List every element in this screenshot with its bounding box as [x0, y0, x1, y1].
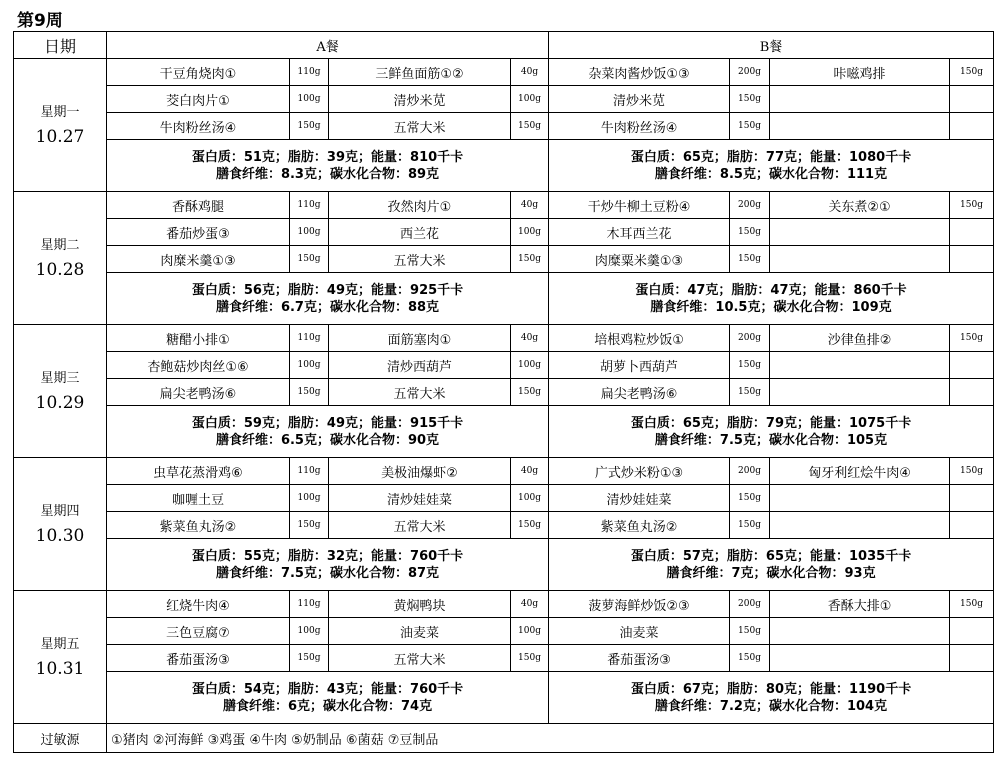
menu-item-row [14, 591, 994, 618]
nutrition-line: 蛋白质：59克；脂肪：49克；能量：915千卡 [191, 415, 464, 431]
meal-a-dish-2-weight: 40g [511, 192, 549, 219]
nutrition-line: 蛋白质：47克；脂肪：47克；能量：860千卡 [635, 282, 907, 298]
day-name: 星期四 [40, 504, 80, 519]
meal-a-dish-2-weight: 40g [511, 458, 549, 485]
meal-a-dish-1: 香酥鸡腿 [107, 192, 290, 219]
menu-item-row [14, 485, 994, 512]
nutrition-line: 蛋白质：54克；脂肪：43克；能量：760千卡 [191, 681, 464, 697]
meal-a-dish-1-weight: 100g [290, 219, 329, 246]
meal-b-dish-2-weight [950, 618, 994, 645]
nutrition-a [107, 539, 549, 591]
meal-b-dish-2-weight [950, 246, 994, 273]
menu-item-row [14, 352, 994, 379]
meal-b-dish-1-weight: 150g [730, 219, 770, 246]
day-name: 星期一 [40, 105, 80, 120]
meal-a-dish-1-weight: 100g [290, 618, 329, 645]
meal-b-dish-1-weight: 150g [730, 113, 770, 140]
meal-b-dish-1: 清炒米苋 [549, 86, 730, 113]
meal-a-dish-2-weight: 40g [511, 59, 549, 86]
menu-item-row [14, 59, 994, 86]
nutrition-line: 蛋白质：67克；脂肪：80克；能量：1190千卡 [630, 681, 912, 697]
meal-b-dish-2 [770, 246, 950, 273]
meal-b-dish-2-weight: 150g [950, 325, 994, 352]
meal-a-dish-1-weight: 150g [290, 113, 329, 140]
meal-a-dish-1: 扁尖老鸭汤⑥ [107, 379, 290, 406]
day-name: 星期三 [40, 371, 80, 386]
meal-b-dish-1: 菠萝海鲜炒饭②③ [549, 591, 730, 618]
meal-b-dish-2 [770, 86, 950, 113]
meal-b-dish-2 [770, 618, 950, 645]
nutrition-line: 膳食纤维：6克；碳水化合物：74克 [222, 698, 433, 714]
meal-b-dish-1-weight: 150g [730, 246, 770, 273]
meal-a-dish-1-weight: 150g [290, 512, 329, 539]
meal-a-dish-2: 清炒娃娃菜 [329, 485, 511, 512]
nutrition-line: 蛋白质：55克；脂肪：32克；能量：760千卡 [191, 548, 464, 564]
meal-b-dish-2-weight [950, 512, 994, 539]
meal-b-dish-2 [770, 485, 950, 512]
meal-b-dish-1-weight: 200g [730, 591, 770, 618]
meal-a-dish-1: 番茄炒蛋③ [107, 219, 290, 246]
day-date: 10.29 [35, 393, 85, 413]
meal-a-dish-2: 面筋塞肉① [329, 325, 511, 352]
meal-a-dish-2-weight: 150g [511, 246, 549, 273]
meal-a-dish-2: 五常大米 [329, 246, 511, 273]
meal-b-dish-2-weight [950, 379, 994, 406]
nutrition-line: 膳食纤维：7克；碳水化合物：93克 [666, 565, 876, 581]
day-cell [14, 59, 107, 192]
menu-item-row [14, 645, 994, 672]
meal-a-dish-1: 茭白肉片① [107, 86, 290, 113]
meal-b-dish-1-weight: 200g [730, 59, 770, 86]
meal-b-dish-2 [770, 219, 950, 246]
nutrition-line: 膳食纤维：8.5克；碳水化合物：111克 [654, 166, 888, 182]
day-cell [14, 591, 107, 724]
meal-a-dish-1: 干豆角烧肉① [107, 59, 290, 86]
meal-a-dish-1: 糖醋小排① [107, 325, 290, 352]
nutrition-b [549, 273, 994, 325]
nutrition-line: 膳食纤维：7.5克；碳水化合物：87克 [215, 565, 440, 581]
nutrition-line: 膳食纤维：7.5克；碳水化合物：105克 [654, 432, 888, 448]
meal-b-dish-1-weight: 150g [730, 618, 770, 645]
day-name: 星期二 [40, 238, 80, 253]
menu-item-row [14, 246, 994, 273]
meal-b-dish-1: 番茄蛋汤③ [549, 645, 730, 672]
meal-b-dish-2 [770, 379, 950, 406]
meal-b-dish-2-weight [950, 352, 994, 379]
meal-b-dish-1-weight: 200g [730, 325, 770, 352]
nutrition-line: 蛋白质：65克；脂肪：77克；能量：1080千卡 [630, 149, 912, 165]
allergen-legend: ①猪肉 ②河海鲜 ③鸡蛋 ④牛肉 ⑤奶制品 ⑥菌菇 ⑦豆制品 [107, 724, 994, 753]
meal-a-dish-2: 孜然肉片① [329, 192, 511, 219]
meal-b-dish-2: 关东煮②① [770, 192, 950, 219]
menu-item-row [14, 618, 994, 645]
meal-a-dish-2: 油麦菜 [329, 618, 511, 645]
meal-b-dish-2 [770, 645, 950, 672]
nutrition-b [549, 140, 994, 192]
meal-b-dish-1: 油麦菜 [549, 618, 730, 645]
day-cell [14, 458, 107, 591]
meal-b-dish-2 [770, 113, 950, 140]
meal-b-dish-1-weight: 150g [730, 485, 770, 512]
nutrition-b [549, 672, 994, 724]
meal-b-dish-2: 香酥大排① [770, 591, 950, 618]
nutrition-row [14, 672, 994, 724]
meal-a-dish-1-weight: 100g [290, 86, 329, 113]
meal-a-dish-1-weight: 110g [290, 325, 329, 352]
meal-a-dish-2-weight: 100g [511, 219, 549, 246]
menu-table [13, 31, 994, 753]
nutrition-a [107, 140, 549, 192]
nutrition-a [107, 273, 549, 325]
meal-a-dish-2-weight: 100g [511, 618, 549, 645]
menu-item-row [14, 192, 994, 219]
meal-a-dish-2-weight: 40g [511, 325, 549, 352]
meal-a-dish-2-weight: 150g [511, 379, 549, 406]
meal-a-dish-1-weight: 110g [290, 192, 329, 219]
menu-item-row [14, 113, 994, 140]
meal-b-dish-2-weight [950, 219, 994, 246]
meal-b-dish-1-weight: 150g [730, 645, 770, 672]
meal-a-dish-1-weight: 110g [290, 458, 329, 485]
nutrition-line: 膳食纤维：8.3克；碳水化合物：89克 [215, 166, 440, 182]
meal-b-dish-2-weight [950, 485, 994, 512]
day-date: 10.31 [35, 659, 85, 679]
nutrition-line: 膳食纤维：6.7克；碳水化合物：88克 [215, 299, 440, 315]
meal-a-dish-1: 肉糜米羹①③ [107, 246, 290, 273]
meal-a-dish-2-weight: 150g [511, 113, 549, 140]
meal-b-dish-1: 干炒牛柳土豆粉④ [549, 192, 730, 219]
meal-b-dish-2-weight: 150g [950, 458, 994, 485]
meal-b-dish-2-weight [950, 113, 994, 140]
meal-a-dish-1: 番茄蛋汤③ [107, 645, 290, 672]
meal-a-dish-2: 五常大米 [329, 113, 511, 140]
meal-a-dish-2: 清炒西葫芦 [329, 352, 511, 379]
meal-a-dish-2-weight: 150g [511, 512, 549, 539]
meal-b-dish-1: 杂菜肉酱炒饭①③ [549, 59, 730, 86]
meal-a-dish-2-weight: 100g [511, 86, 549, 113]
meal-b-dish-2: 匈牙利红烩牛肉④ [770, 458, 950, 485]
header-row [14, 32, 994, 59]
nutrition-line: 蛋白质：51克；脂肪：39克；能量：810千卡 [191, 149, 464, 165]
meal-b-dish-2-weight [950, 86, 994, 113]
meal-b-dish-1: 木耳西兰花 [549, 219, 730, 246]
meal-a-dish-2: 五常大米 [329, 379, 511, 406]
page-title: 第9周 [17, 11, 63, 31]
date-header: 日期 [14, 32, 107, 59]
nutrition-row [14, 539, 994, 591]
meal-b-dish-1-weight: 150g [730, 379, 770, 406]
meal-a-dish-1-weight: 110g [290, 591, 329, 618]
meal-a-dish-1-weight: 150g [290, 645, 329, 672]
meal-b-dish-2: 咔嗞鸡排 [770, 59, 950, 86]
meal-a-dish-1: 红烧牛肉④ [107, 591, 290, 618]
day-cell [14, 192, 107, 325]
menu-item-row [14, 219, 994, 246]
meal-a-dish-1: 牛肉粉丝汤④ [107, 113, 290, 140]
meal-b-dish-1-weight: 200g [730, 458, 770, 485]
meal-a-dish-1-weight: 150g [290, 379, 329, 406]
meal-b-dish-1: 紫菜鱼丸汤② [549, 512, 730, 539]
meal-b-dish-2-weight: 150g [950, 192, 994, 219]
meal-b-dish-1: 肉糜粟米羹①③ [549, 246, 730, 273]
meal-a-dish-1: 咖喱土豆 [107, 485, 290, 512]
day-date: 10.27 [35, 127, 85, 147]
meal-b-dish-1: 清炒娃娃菜 [549, 485, 730, 512]
day-name: 星期五 [40, 637, 80, 652]
meal-b-header: B餐 [549, 32, 994, 59]
nutrition-line: 蛋白质：65克；脂肪：79克；能量：1075千卡 [630, 415, 912, 431]
meal-b-dish-2-weight: 150g [950, 591, 994, 618]
menu-item-row [14, 458, 994, 485]
day-cell [14, 325, 107, 458]
nutrition-line: 膳食纤维：10.5克；碳水化合物：109克 [650, 299, 892, 315]
allergen-row [14, 724, 994, 753]
nutrition-line: 膳食纤维：6.5克；碳水化合物：90克 [215, 432, 440, 448]
meal-a-dish-2-weight: 150g [511, 645, 549, 672]
nutrition-a [107, 672, 549, 724]
nutrition-a [107, 406, 549, 458]
meal-a-dish-1-weight: 110g [290, 59, 329, 86]
meal-b-dish-1: 培根鸡粒炒饭① [549, 325, 730, 352]
nutrition-row [14, 406, 994, 458]
nutrition-line: 蛋白质：57克；脂肪：65克；能量：1035千卡 [630, 548, 912, 564]
meal-a-dish-2: 西兰花 [329, 219, 511, 246]
menu-item-row [14, 325, 994, 352]
nutrition-row [14, 140, 994, 192]
meal-b-dish-1: 扁尖老鸭汤⑥ [549, 379, 730, 406]
nutrition-row [14, 273, 994, 325]
meal-b-dish-1-weight: 150g [730, 86, 770, 113]
menu-item-row [14, 379, 994, 406]
nutrition-b [549, 539, 994, 591]
meal-a-dish-2: 清炒米苋 [329, 86, 511, 113]
meal-a-dish-2-weight: 100g [511, 352, 549, 379]
meal-b-dish-1: 广式炒米粉①③ [549, 458, 730, 485]
meal-a-dish-1: 三色豆腐⑦ [107, 618, 290, 645]
meal-b-dish-1: 牛肉粉丝汤④ [549, 113, 730, 140]
day-date: 10.30 [35, 526, 85, 546]
meal-a-dish-1-weight: 150g [290, 246, 329, 273]
nutrition-line: 膳食纤维：7.2克；碳水化合物：104克 [654, 698, 888, 714]
meal-a-dish-1: 虫草花蒸滑鸡⑥ [107, 458, 290, 485]
meal-a-dish-1-weight: 100g [290, 352, 329, 379]
meal-b-dish-1-weight: 150g [730, 512, 770, 539]
meal-a-dish-2-weight: 100g [511, 485, 549, 512]
meal-a-dish-2: 美极油爆虾② [329, 458, 511, 485]
allergen-label: 过敏源 [14, 724, 107, 753]
meal-a-dish-2: 五常大米 [329, 645, 511, 672]
menu-item-row [14, 512, 994, 539]
meal-a-dish-2-weight: 40g [511, 591, 549, 618]
meal-a-dish-2: 五常大米 [329, 512, 511, 539]
meal-a-dish-1: 杏鲍菇炒肉丝①⑥ [107, 352, 290, 379]
nutrition-line: 蛋白质：56克；脂肪：49克；能量：925千卡 [191, 282, 464, 298]
menu-item-row [14, 86, 994, 113]
meal-a-dish-1-weight: 100g [290, 485, 329, 512]
meal-b-dish-2: 沙律鱼排② [770, 325, 950, 352]
meal-b-dish-2-weight: 150g [950, 59, 994, 86]
meal-a-dish-2: 三鲜鱼面筋①② [329, 59, 511, 86]
meal-b-dish-1-weight: 200g [730, 192, 770, 219]
meal-a-header: A餐 [107, 32, 549, 59]
meal-b-dish-2-weight [950, 645, 994, 672]
meal-b-dish-2 [770, 352, 950, 379]
nutrition-b [549, 406, 994, 458]
meal-a-dish-2: 黄焖鸭块 [329, 591, 511, 618]
meal-b-dish-1-weight: 150g [730, 352, 770, 379]
meal-b-dish-2 [770, 512, 950, 539]
meal-b-dish-1: 胡萝卜西葫芦 [549, 352, 730, 379]
day-date: 10.28 [35, 260, 85, 280]
meal-a-dish-1: 紫菜鱼丸汤② [107, 512, 290, 539]
